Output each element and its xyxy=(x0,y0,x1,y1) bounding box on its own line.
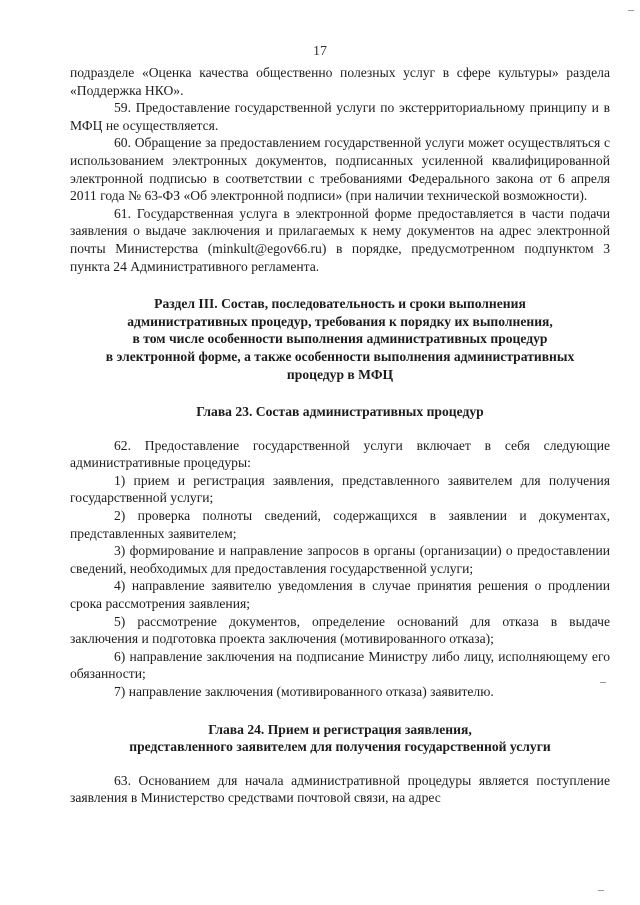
intro-paragraph: подразделе «Оценка качества общественно полезных услуг в сфере культуры» раздела «Поддержка НКО». xyxy=(70,65,610,98)
list-item: 5) рассмотрение документов, определение оснований для отказа в выдаче заключения и подготовка проекта заключения (мотивированного отказа); xyxy=(70,613,610,647)
document-body xyxy=(70,64,610,807)
chapter-24-title-line: Глава 24. Прием и регистрация заявления, xyxy=(208,721,472,737)
list-item: 7) направление заключения (мотивированного отказа) заявителю. xyxy=(114,684,494,699)
paragraph-63: 63. Основанием для начала административной процедуры является поступление заявления в Министерство средствами почтовой связи, на адрес xyxy=(70,772,610,806)
paragraph-61: 61. Государственная услуга в электронной форме предоставляется в части подачи заявления о выдаче заключения и прилагаемых к нему документов на адрес электронной почты Министерства (minkult@egov66.ru) в порядке, предусмотренном подпунктом 3 пункта 24 Административного регламента. xyxy=(70,205,610,274)
section-heading-line: Раздел III. Состав, последовательность и сроки выполнения xyxy=(154,296,526,312)
paragraph-59: 59. Предоставление государственной услуги по экстерриториальному принципу и в МФЦ не осуществляется. xyxy=(70,100,610,133)
scan-mark xyxy=(628,10,634,11)
section-heading-line: процедур в МФЦ xyxy=(286,366,394,382)
chapter-24-title xyxy=(70,721,610,756)
list-item: 3) формирование и направление запросов в органы (организации) о предоставлении сведений, необходимых для предоставления государственной услуги; xyxy=(70,543,610,576)
scan-mark xyxy=(600,682,606,683)
list-item: 6) направление заключения на подписание Министру либо лицу, исполняющему его обязанности; xyxy=(70,648,610,682)
scan-mark xyxy=(598,890,604,891)
section-heading-line: в том числе особенности выполнения административных процедур xyxy=(132,331,548,347)
paragraph-62: 62. Предоставление государственной услуги включает в себя следующие административные процедуры: xyxy=(70,437,610,471)
page-number: 17 xyxy=(313,44,327,59)
section-heading-line: в электронной форме, а также особенности выполнения административных xyxy=(105,348,575,364)
list-item: 1) прием и регистрация заявления, представленного заявителем для получения государственной услуги; xyxy=(70,472,610,506)
chapter-24-title-line: представленного заявителем для получения государственной услуги xyxy=(129,739,551,755)
list-item: 2) проверка полноты сведений, содержащихся в заявлении и документах, представленных заявителем; xyxy=(70,508,610,541)
chapter-23-title-text: Глава 23. Состав административных процедур xyxy=(196,404,484,420)
list-item: 4) направление заявителю уведомления в случае принятия решения о продлении срока рассмотрения заявления; xyxy=(70,578,610,612)
chapter-23-title xyxy=(70,403,610,421)
section-heading-line: административных процедур, требования к порядку их выполнения, xyxy=(127,313,553,329)
section-heading xyxy=(70,295,610,383)
paragraph-60: 60. Обращение за предоставлением государственной услуги может осуществляться с использованием электронных документов, подписанных усиленной квалифицированной электронной подписью в соответствии с требованиями Федерального закона от 6 апреля 2011 года № 63-ФЗ «Об электронной подписи» (при наличии технической возможности). xyxy=(70,135,610,204)
